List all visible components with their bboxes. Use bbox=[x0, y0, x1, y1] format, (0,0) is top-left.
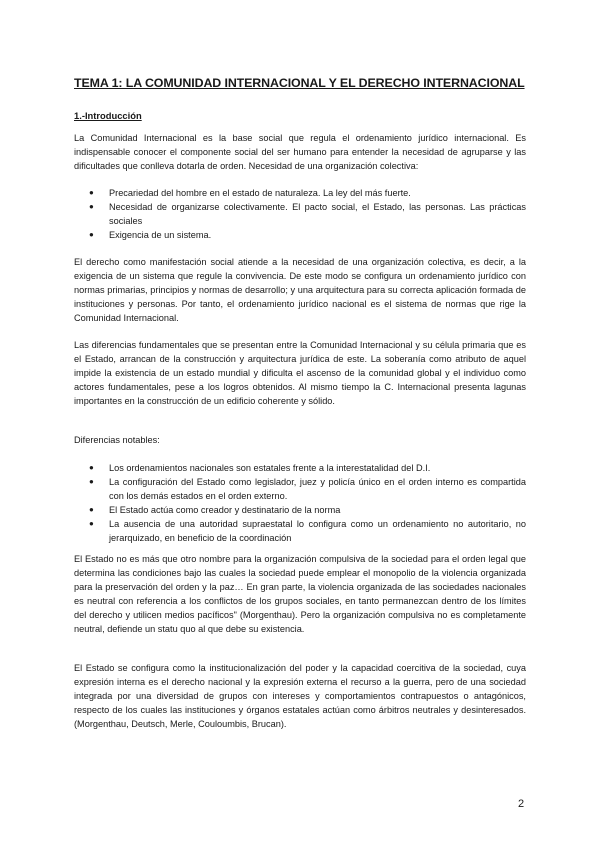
paragraph-differences: Las diferencias fundamentales que se presentan entre la Comunidad Internacional y su célula primaria que es el Estado, arrancan de la construcción y arquitectura jurídica de este. La soberanía como atributo de aquel impide la existencia de un estado mundial y dificulta el ascenso de la comunidad global y el individuo como actores fundamentales, pese a los logros obtenidos. Al mismo tiempo la C. Internacional presenta lagunas importantes en la construcción de un edificio coherente y sólido. bbox=[74, 340, 526, 407]
list-item bbox=[74, 186, 526, 200]
paragraph-notable-label: Diferencias notables: bbox=[74, 435, 160, 445]
list-item bbox=[74, 228, 526, 242]
bullet-icon: ● bbox=[89, 188, 94, 197]
section-heading: 1.-Introducción bbox=[74, 110, 142, 121]
list-item bbox=[74, 517, 526, 545]
list-item-text: Necesidad de organizarse colectivamente. El pacto social, el Estado, las personas. Las prácticas sociales bbox=[109, 202, 526, 227]
bullet-list-differences bbox=[74, 461, 526, 546]
list-item-text: La configuración del Estado como legislador, juez y policía único en el orden interno es compartida con los demás estados en el orden externo. bbox=[109, 477, 526, 502]
list-item bbox=[74, 461, 526, 475]
list-item bbox=[74, 503, 526, 517]
page-number: 2 bbox=[518, 798, 525, 810]
bullet-list-needs bbox=[74, 186, 526, 242]
list-item-text: El Estado actúa como creador y destinatario de la norma bbox=[109, 505, 341, 516]
bullet-icon: ● bbox=[89, 477, 94, 487]
bullet-icon: ● bbox=[89, 519, 94, 529]
list-item-text: Precariedad del hombre en el estado de naturaleza. La ley del más fuerte. bbox=[109, 188, 411, 198]
bullet-icon: ● bbox=[89, 230, 94, 240]
paragraph-state-configuration: El Estado se configura como la institucionalización del poder y la capacidad coercitiva de la sociedad, cuya expresión interna es el derecho nacional y la expresión externa el recurso a la guerra, pero de una sociedad integrada por una diversidad de grupos con intereses y comportamientos contrapuestos o antagónicos, respecto de los cuales las instituciones y órganos estatales actúan como árbitros neutrales y desinteresados. (Morgenthau, Deutsch, Merle, Couloumbis, Brucan). bbox=[74, 663, 526, 730]
bullet-icon: ● bbox=[89, 463, 94, 472]
document-title: TEMA 1: LA COMUNIDAD INTERNACIONAL Y EL DERECHO INTERNACIONAL bbox=[74, 76, 525, 90]
paragraph-intro: La Comunidad Internacional es la base social que regula el ordenamiento jurídico internacional. Es indispensable conocer el componente social del ser humano para entender la necesidad de agruparse y las dificultades que conlleva dotarla de orden. Necesidad de una organización colectiva: bbox=[74, 133, 526, 172]
bullet-icon: ● bbox=[89, 202, 94, 212]
list-item bbox=[74, 200, 526, 228]
bullet-icon: ● bbox=[89, 505, 94, 515]
list-item-text: La ausencia de una autoridad supraestatal lo configura como un ordenamiento no autoritario, no jerarquizado, en beneficio de la coordinación bbox=[109, 519, 526, 544]
list-item bbox=[74, 475, 526, 503]
list-item-text: Los ordenamientos nacionales son estatales frente a la interestatalidad del D.I. bbox=[109, 463, 431, 473]
paragraph-law: El derecho como manifestación social atiende a la necesidad de una organización colectiva, es decir, a la exigencia de un sistema que regule la convivencia. De este modo se configura un ordenamiento jurídico con normas primarias, principios y normas de desarrollo; y una arquitectura para su correcta aplicación formada de instituciones y personas. Por tanto, el ordenamiento jurídico nacional es el sistema de normas que rige la Comunidad Internacional. bbox=[74, 257, 526, 324]
list-item-text: Exigencia de un sistema. bbox=[109, 230, 212, 241]
paragraph-state-definition: El Estado no es más que otro nombre para la organización compulsiva de la sociedad para el orden legal que determina las condiciones bajo las cuales la sociedad puede emplear el monopolio de la violencia organizada para la preservación del orden y la paz… En gran parte, la violencia organizada de las sociedades nacionales es neutral con referencia a los conflictos de los grupos sociales, en tanto permanezcan dentro de los límites del derecho y utilicen medios pacíficos" (Morgenthau). Pero la organización compulsiva no es completamente neutral, defiende un statu quo al que debe su existencia. bbox=[74, 554, 526, 635]
